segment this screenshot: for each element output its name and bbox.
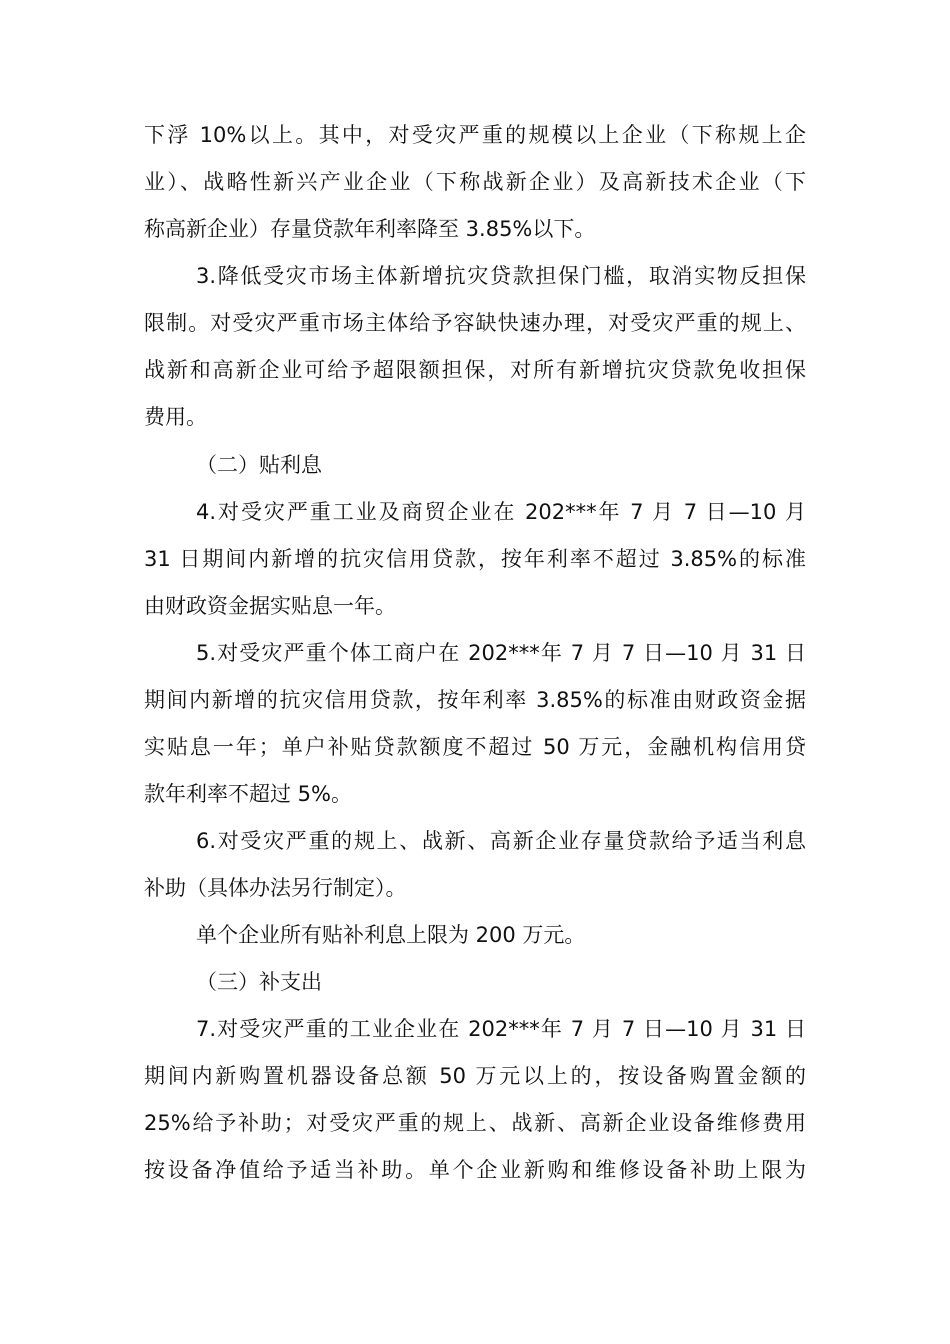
p4-line-1: 期间内新增的抗灾信用贷款，按年利率 3.85%的标准由财政资金据 <box>144 688 806 712</box>
p1-line-2: 战新和高新企业可给予超限额担保，对所有新增抗灾贷款免收担保 <box>144 358 806 382</box>
p0-line-0: 下浮 10%以上。其中，对受灾严重的规模以上企业（下称规上企 <box>144 123 806 147</box>
p4-line-3: 款年利率不超过 5%。 <box>144 782 352 806</box>
p8-line-3: 按设备净值给予适当补助。单个企业新购和维修设备补助上限为 <box>144 1158 806 1182</box>
p3-line-1: 31 日期间内新增的抗灾信用贷款，按年利率不超过 3.85%的标准 <box>144 547 806 571</box>
p4-line-0: 5.对受灾严重个体工商户在 202***年 7 月 7 日—10 月 31 日 <box>196 641 806 665</box>
p1-line-3: 费用。 <box>144 405 207 429</box>
section-heading-2: （二）贴利息 <box>196 453 322 477</box>
p8-line-0: 7.对受灾严重的工业企业在 202***年 7 月 7 日—10 月 31 日 <box>196 1017 806 1041</box>
p1-line-0: 3.降低受灾市场主体新增抗灾贷款担保门槛，取消实物反担保 <box>196 264 806 288</box>
p5-line-1: 补助（具体办法另行制定）。 <box>144 876 407 900</box>
p6-line-0: 单个企业所有贴补利息上限为 200 万元。 <box>196 923 586 947</box>
p8-line-1: 期间内新购置机器设备总额 50 万元以上的，按设备购置金额的 <box>144 1064 806 1088</box>
p8-line-2: 25%给予补助；对受灾严重的规上、战新、高新企业设备维修费用 <box>144 1111 806 1135</box>
p1-line-1: 限制。对受灾严重市场主体给予容缺快速办理，对受灾严重的规上、 <box>144 311 806 335</box>
p4-line-2: 实贴息一年；单户补贴贷款额度不超过 50 万元，金融机构信用贷 <box>144 735 806 759</box>
p0-line-1: 业）、战略性新兴产业企业（下称战新企业）及高新技术企业（下 <box>144 170 806 194</box>
p5-line-0: 6.对受灾严重的规上、战新、高新企业存量贷款给予适当利息 <box>196 829 806 853</box>
p3-line-2: 由财政资金据实贴息一年。 <box>144 594 396 618</box>
p0-line-2: 称高新企业）存量贷款年利率降至 3.85%以下。 <box>144 217 596 241</box>
p3-line-0: 4.对受灾严重工业及商贸企业在 202***年 7 月 7 日—10 月 <box>196 500 806 524</box>
section-heading-3: （三）补支出 <box>196 970 322 994</box>
